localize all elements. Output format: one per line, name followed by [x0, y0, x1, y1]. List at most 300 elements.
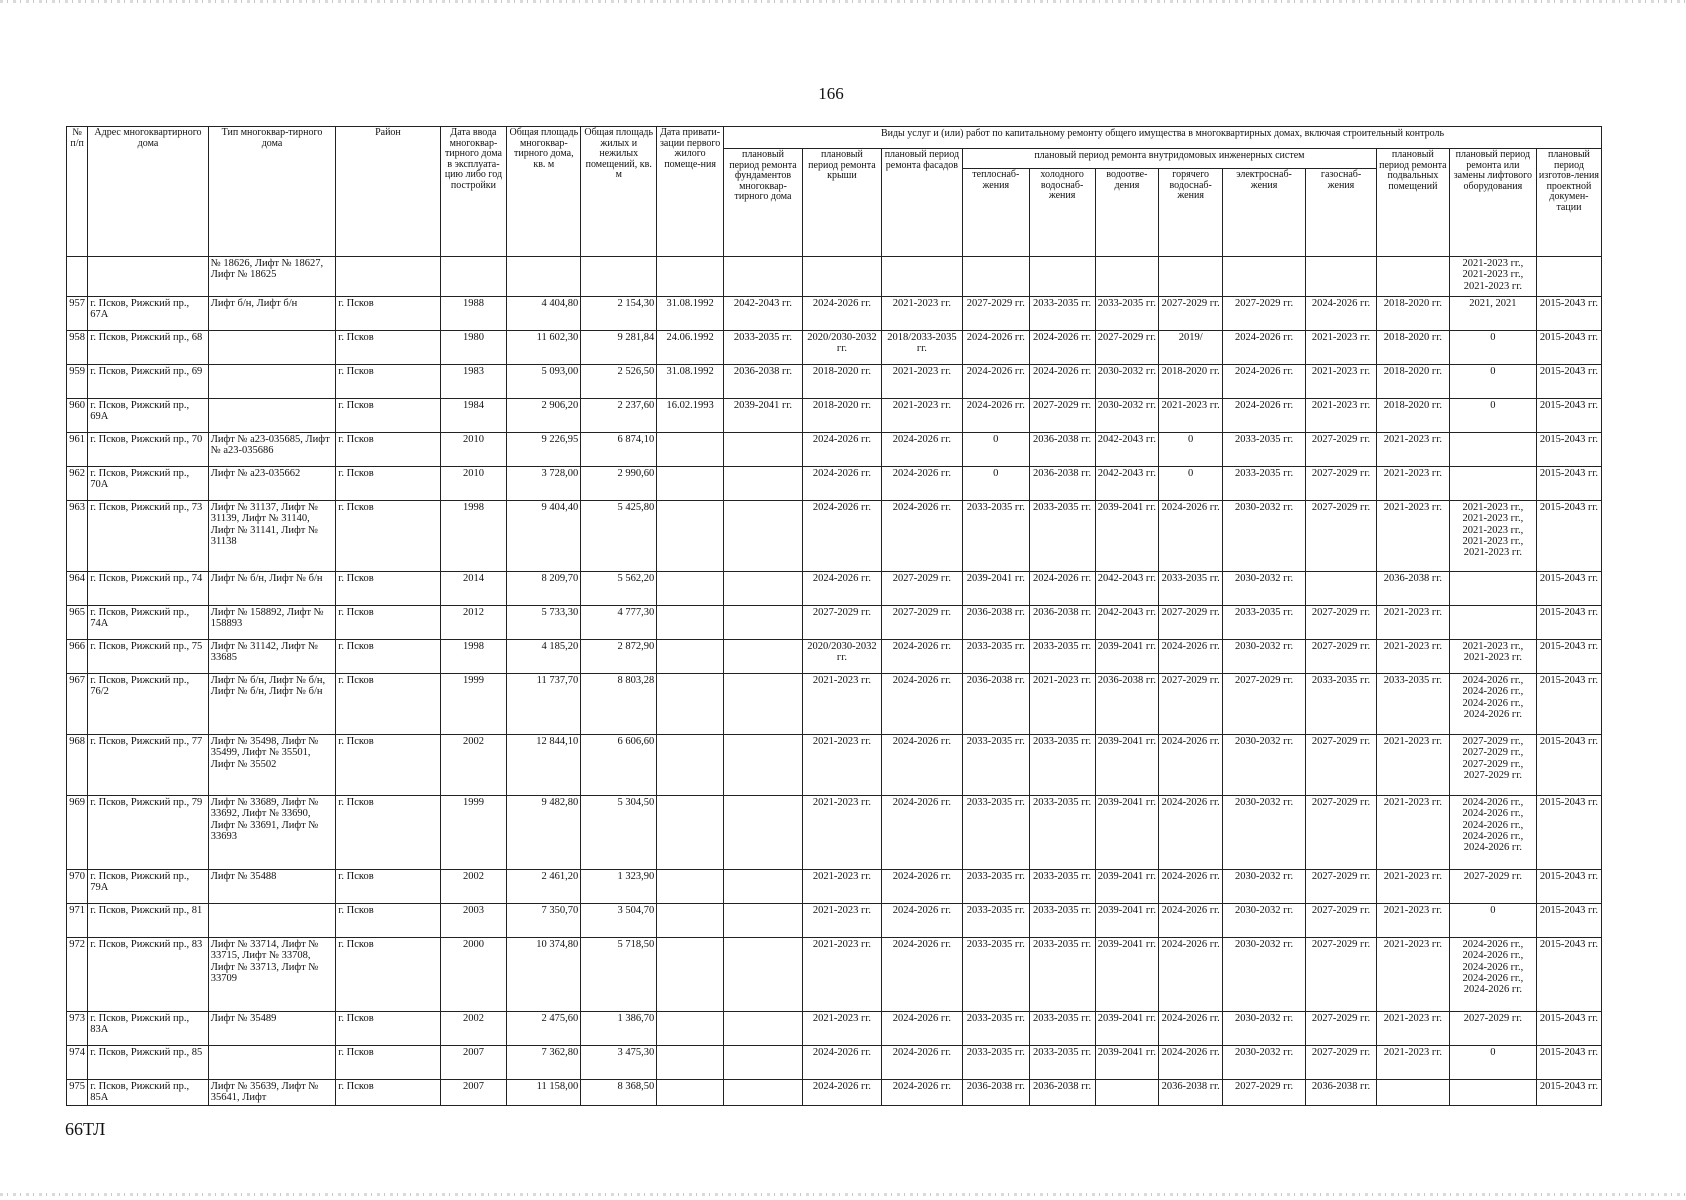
header-hot-water: горячего водоснаб-жения: [1159, 169, 1223, 257]
cell-lift: [1449, 433, 1536, 467]
cell-electricity: 2030-2032 гг.: [1223, 1012, 1306, 1046]
cell-privatization: [657, 501, 724, 572]
cell-facade: 2024-2026 гг.: [881, 904, 962, 938]
cell-address: г. Псков, Рижский пр., 74: [88, 572, 208, 606]
cell-lift: 2024-2026 гг., 2024-2026 гг., 2024-2026 гг., 2024-2026 гг., 2024-2026 гг.: [1449, 938, 1536, 1012]
cell-num: 964: [67, 572, 88, 606]
cell-address: г. Псков, Рижский пр., 67А: [88, 297, 208, 331]
cell-facade: 2021-2023 гг.: [881, 365, 962, 399]
cell-cold-water: 2036-2038 гг.: [1029, 433, 1095, 467]
cell-lift: 2021-2023 гг., 2021-2023 гг.: [1449, 640, 1536, 674]
cell-design-docs: 2015-2043 гг.: [1536, 467, 1601, 501]
cell-gas: 2021-2023 гг.: [1306, 331, 1377, 365]
cell-sewage: [1095, 1080, 1159, 1106]
cell-foundation: [724, 606, 803, 640]
cell-privatization: [657, 1012, 724, 1046]
cell-total-area: 5 733,30: [507, 606, 581, 640]
cell-roof: 2021-2023 гг.: [802, 674, 881, 735]
cell-year: 2012: [440, 606, 507, 640]
cell-basement: 2021-2023 гг.: [1376, 467, 1449, 501]
table-row: [67, 674, 1602, 735]
cell-sewage: 2033-2035 гг.: [1095, 297, 1159, 331]
cell-electricity: 2027-2029 гг.: [1223, 1080, 1306, 1106]
cell-type: [208, 904, 336, 938]
cell-facade: 2024-2026 гг.: [881, 1046, 962, 1080]
cell-district: г. Псков: [336, 796, 440, 870]
cell-cold-water: 2021-2023 гг.: [1029, 674, 1095, 735]
cell-foundation: [724, 640, 803, 674]
cell-gas: [1306, 572, 1377, 606]
cell-gas: 2027-2029 гг.: [1306, 1046, 1377, 1080]
cell-total-area: 8 209,70: [507, 572, 581, 606]
cell-design-docs: 2015-2043 гг.: [1536, 1080, 1601, 1106]
table-row: [67, 257, 1602, 297]
cell-cold-water: 2036-2038 гг.: [1029, 606, 1095, 640]
cell-design-docs: 2015-2043 гг.: [1536, 501, 1601, 572]
cell-facade: 2021-2023 гг.: [881, 399, 962, 433]
cell-district: г. Псков: [336, 365, 440, 399]
cell-hot-water: 2033-2035 гг.: [1159, 572, 1223, 606]
cell-foundation: [724, 1012, 803, 1046]
cell-roof: 2024-2026 гг.: [802, 433, 881, 467]
cell-living-area: 8 368,50: [581, 1080, 657, 1106]
cell-address: г. Псков, Рижский пр., 74А: [88, 606, 208, 640]
cell-living-area: 4 777,30: [581, 606, 657, 640]
cell-year: [440, 257, 507, 297]
cell-hot-water: 2024-2026 гг.: [1159, 904, 1223, 938]
cell-sewage: 2039-2041 гг.: [1095, 904, 1159, 938]
cell-gas: 2033-2035 гг.: [1306, 674, 1377, 735]
cell-facade: 2027-2029 гг.: [881, 606, 962, 640]
cell-electricity: 2024-2026 гг.: [1223, 365, 1306, 399]
cell-heating: 2033-2035 гг.: [962, 904, 1029, 938]
cell-type: Лифт № 33714, Лифт № 33715, Лифт № 33708, Лифт № 33713, Лифт № 33709: [208, 938, 336, 1012]
cell-type: Лифт № 35639, Лифт № 35641, Лифт: [208, 1080, 336, 1106]
header-engineering-group: плановый период ремонта внутридомовых инженерных систем: [962, 149, 1376, 169]
cell-foundation: [724, 938, 803, 1012]
cell-hot-water: 0: [1159, 433, 1223, 467]
cell-year: 1980: [440, 331, 507, 365]
cell-privatization: 16.02.1993: [657, 399, 724, 433]
cell-privatization: [657, 938, 724, 1012]
cell-foundation: 2042-2043 гг.: [724, 297, 803, 331]
cell-num: 971: [67, 904, 88, 938]
cell-electricity: 2033-2035 гг.: [1223, 433, 1306, 467]
cell-sewage: 2042-2043 гг.: [1095, 467, 1159, 501]
cell-sewage: 2042-2043 гг.: [1095, 433, 1159, 467]
cell-num: 967: [67, 674, 88, 735]
cell-privatization: [657, 257, 724, 297]
cell-sewage: 2039-2041 гг.: [1095, 938, 1159, 1012]
cell-num: 968: [67, 735, 88, 796]
cell-roof: 2024-2026 гг.: [802, 297, 881, 331]
cell-living-area: 5 562,20: [581, 572, 657, 606]
cell-living-area: 9 281,84: [581, 331, 657, 365]
cell-electricity: 2024-2026 гг.: [1223, 331, 1306, 365]
cell-district: г. Псков: [336, 331, 440, 365]
cell-sewage: 2042-2043 гг.: [1095, 572, 1159, 606]
cell-basement: 2021-2023 гг.: [1376, 870, 1449, 904]
cell-cold-water: 2024-2026 гг.: [1029, 365, 1095, 399]
cell-heating: 2036-2038 гг.: [962, 674, 1029, 735]
cell-type: [208, 399, 336, 433]
cell-num: [67, 257, 88, 297]
cell-living-area: 1 323,90: [581, 870, 657, 904]
cell-num: 963: [67, 501, 88, 572]
cell-year: 1999: [440, 796, 507, 870]
cell-num: 959: [67, 365, 88, 399]
cell-design-docs: 2015-2043 гг.: [1536, 297, 1601, 331]
cell-living-area: 8 803,28: [581, 674, 657, 735]
header-basement: плановый период ремонта подвальных помещений: [1376, 149, 1449, 257]
cell-gas: 2024-2026 гг.: [1306, 297, 1377, 331]
cell-living-area: 5 425,80: [581, 501, 657, 572]
table-row: [67, 1080, 1602, 1106]
cell-num: 970: [67, 870, 88, 904]
cell-total-area: 11 737,70: [507, 674, 581, 735]
cell-living-area: 3 504,70: [581, 904, 657, 938]
cell-num: 961: [67, 433, 88, 467]
cell-address: г. Псков, Рижский пр., 70А: [88, 467, 208, 501]
cell-heating: [962, 257, 1029, 297]
table-row: [67, 331, 1602, 365]
cell-cold-water: 2036-2038 гг.: [1029, 1080, 1095, 1106]
cell-total-area: 2 461,20: [507, 870, 581, 904]
header-address: Адрес многоквартирного дома: [88, 127, 208, 257]
cell-total-area: 9 482,80: [507, 796, 581, 870]
cell-sewage: 2030-2032 гг.: [1095, 365, 1159, 399]
cell-heating: 2033-2035 гг.: [962, 640, 1029, 674]
table-row: [67, 501, 1602, 572]
cell-address: г. Псков, Рижский пр., 85: [88, 1046, 208, 1080]
cell-type: Лифт № 31137, Лифт № 31139, Лифт № 31140, Лифт № 31141, Лифт № 31138: [208, 501, 336, 572]
cell-design-docs: 2015-2043 гг.: [1536, 1046, 1601, 1080]
cell-roof: 2021-2023 гг.: [802, 870, 881, 904]
cell-design-docs: 2015-2043 гг.: [1536, 674, 1601, 735]
header-heating: теплоснаб-жения: [962, 169, 1029, 257]
cell-living-area: 6 874,10: [581, 433, 657, 467]
table-row: [67, 938, 1602, 1012]
cell-foundation: [724, 257, 803, 297]
cell-gas: 2027-2029 гг.: [1306, 501, 1377, 572]
table-row: [67, 796, 1602, 870]
cell-foundation: [724, 735, 803, 796]
cell-basement: 2021-2023 гг.: [1376, 1046, 1449, 1080]
cell-heating: 2033-2035 гг.: [962, 501, 1029, 572]
cell-sewage: 2039-2041 гг.: [1095, 501, 1159, 572]
cell-address: г. Псков, Рижский пр., 70: [88, 433, 208, 467]
cell-facade: 2024-2026 гг.: [881, 735, 962, 796]
cell-type: Лифт № 158892, Лифт № 158893: [208, 606, 336, 640]
cell-year: 2002: [440, 870, 507, 904]
header-cold-water: холодного водоснаб-жения: [1029, 169, 1095, 257]
cell-heating: 2033-2035 гг.: [962, 796, 1029, 870]
cell-num: 972: [67, 938, 88, 1012]
cell-design-docs: 2015-2043 гг.: [1536, 606, 1601, 640]
cell-basement: 2021-2023 гг.: [1376, 606, 1449, 640]
table-row: [67, 433, 1602, 467]
cell-roof: 2021-2023 гг.: [802, 735, 881, 796]
cell-gas: 2021-2023 гг.: [1306, 399, 1377, 433]
cell-design-docs: 2015-2043 гг.: [1536, 399, 1601, 433]
cell-roof: 2018-2020 гг.: [802, 365, 881, 399]
cell-heating: 2024-2026 гг.: [962, 331, 1029, 365]
cell-foundation: 2039-2041 гг.: [724, 399, 803, 433]
cell-total-area: 4 404,80: [507, 297, 581, 331]
cell-facade: 2021-2023 гг.: [881, 297, 962, 331]
cell-basement: 2021-2023 гг.: [1376, 904, 1449, 938]
cell-facade: 2024-2026 гг.: [881, 870, 962, 904]
cell-gas: 2027-2029 гг.: [1306, 640, 1377, 674]
cell-hot-water: 2024-2026 гг.: [1159, 870, 1223, 904]
cell-facade: 2024-2026 гг.: [881, 796, 962, 870]
cell-address: г. Псков, Рижский пр., 83: [88, 938, 208, 1012]
cell-cold-water: 2033-2035 гг.: [1029, 1012, 1095, 1046]
cell-foundation: [724, 572, 803, 606]
header-sewage: водоотве-дения: [1095, 169, 1159, 257]
cell-roof: 2021-2023 гг.: [802, 1012, 881, 1046]
cell-total-area: 11 158,00: [507, 1080, 581, 1106]
cell-foundation: [724, 467, 803, 501]
cell-sewage: 2039-2041 гг.: [1095, 1046, 1159, 1080]
cell-basement: 2021-2023 гг.: [1376, 735, 1449, 796]
cell-address: г. Псков, Рижский пр., 73: [88, 501, 208, 572]
cell-hot-water: 2024-2026 гг.: [1159, 938, 1223, 1012]
cell-total-area: 2 475,60: [507, 1012, 581, 1046]
table-row: [67, 297, 1602, 331]
cell-year: 2002: [440, 735, 507, 796]
cell-num: 975: [67, 1080, 88, 1106]
cell-basement: 2033-2035 гг.: [1376, 674, 1449, 735]
cell-sewage: [1095, 257, 1159, 297]
cell-lift: 2024-2026 гг., 2024-2026 гг., 2024-2026 гг., 2024-2026 гг., 2024-2026 гг.: [1449, 796, 1536, 870]
cell-roof: 2021-2023 гг.: [802, 938, 881, 1012]
cell-cold-water: 2036-2038 гг.: [1029, 467, 1095, 501]
cell-basement: 2021-2023 гг.: [1376, 796, 1449, 870]
cell-district: г. Псков: [336, 501, 440, 572]
cell-lift: 0: [1449, 1046, 1536, 1080]
cell-type: Лифт б/н, Лифт б/н: [208, 297, 336, 331]
cell-foundation: [724, 674, 803, 735]
cell-lift: [1449, 1080, 1536, 1106]
cell-gas: 2036-2038 гг.: [1306, 1080, 1377, 1106]
cell-heating: 2036-2038 гг.: [962, 1080, 1029, 1106]
cell-address: г. Псков, Рижский пр., 75: [88, 640, 208, 674]
cell-hot-water: 2024-2026 гг.: [1159, 501, 1223, 572]
cell-hot-water: 2027-2029 гг.: [1159, 606, 1223, 640]
cell-foundation: 2033-2035 гг.: [724, 331, 803, 365]
cell-roof: 2024-2026 гг.: [802, 1046, 881, 1080]
cell-heating: 2033-2035 гг.: [962, 1012, 1029, 1046]
cell-total-area: 3 728,00: [507, 467, 581, 501]
cell-year: 2007: [440, 1046, 507, 1080]
cell-privatization: [657, 433, 724, 467]
cell-year: 2000: [440, 938, 507, 1012]
cell-year: 1988: [440, 297, 507, 331]
cell-cold-water: 2033-2035 гг.: [1029, 501, 1095, 572]
cell-roof: [802, 257, 881, 297]
capital-repair-table: [66, 126, 1602, 1106]
cell-num: 960: [67, 399, 88, 433]
cell-living-area: 3 475,30: [581, 1046, 657, 1080]
cell-electricity: [1223, 257, 1306, 297]
cell-hot-water: 2036-2038 гг.: [1159, 1080, 1223, 1106]
cell-privatization: [657, 640, 724, 674]
header-row-1: [67, 127, 1602, 149]
cell-address: г. Псков, Рижский пр., 77: [88, 735, 208, 796]
cell-address: г. Псков, Рижский пр., 69: [88, 365, 208, 399]
cell-total-area: 5 093,00: [507, 365, 581, 399]
header-lift: плановый период ремонта или замены лифтового оборудования: [1449, 149, 1536, 257]
cell-roof: 2024-2026 гг.: [802, 572, 881, 606]
cell-living-area: 2 872,90: [581, 640, 657, 674]
cell-facade: 2024-2026 гг.: [881, 433, 962, 467]
table-row: [67, 1046, 1602, 1080]
cell-foundation: [724, 796, 803, 870]
cell-heating: 2033-2035 гг.: [962, 1046, 1029, 1080]
cell-heating: 2033-2035 гг.: [962, 870, 1029, 904]
cell-facade: [881, 257, 962, 297]
header-services-group: Виды услуг и (или) работ по капитальному ремонту общего имущества в многоквартирных домах, включая строительный контроль: [724, 127, 1602, 149]
header-facade: плановый период ремонта фасадов: [881, 149, 962, 257]
cell-privatization: [657, 904, 724, 938]
table-row: [67, 904, 1602, 938]
cell-privatization: [657, 467, 724, 501]
cell-roof: 2027-2029 гг.: [802, 606, 881, 640]
cell-gas: 2027-2029 гг.: [1306, 467, 1377, 501]
cell-type: [208, 1046, 336, 1080]
cell-roof: 2024-2026 гг.: [802, 501, 881, 572]
cell-cold-water: 2033-2035 гг.: [1029, 297, 1095, 331]
cell-design-docs: 2015-2043 гг.: [1536, 796, 1601, 870]
cell-roof: 2021-2023 гг.: [802, 904, 881, 938]
cell-living-area: 2 526,50: [581, 365, 657, 399]
cell-privatization: 31.08.1992: [657, 365, 724, 399]
cell-electricity: 2024-2026 гг.: [1223, 399, 1306, 433]
cell-total-area: 10 374,80: [507, 938, 581, 1012]
cell-gas: 2027-2029 гг.: [1306, 904, 1377, 938]
cell-district: г. Псков: [336, 904, 440, 938]
cell-cold-water: 2033-2035 гг.: [1029, 735, 1095, 796]
cell-lift: 0: [1449, 331, 1536, 365]
cell-cold-water: 2027-2029 гг.: [1029, 399, 1095, 433]
cell-num: 962: [67, 467, 88, 501]
cell-lift: 2021-2023 гг., 2021-2023 гг., 2021-2023 гг., 2021-2023 гг., 2021-2023 гг.: [1449, 501, 1536, 572]
header-roof: плановый период ремонта крыши: [802, 149, 881, 257]
cell-year: 1999: [440, 674, 507, 735]
cell-sewage: 2039-2041 гг.: [1095, 1012, 1159, 1046]
cell-foundation: [724, 1046, 803, 1080]
cell-district: г. Псков: [336, 572, 440, 606]
cell-basement: 2036-2038 гг.: [1376, 572, 1449, 606]
cell-total-area: 12 844,10: [507, 735, 581, 796]
cell-electricity: 2030-2032 гг.: [1223, 938, 1306, 1012]
cell-living-area: [581, 257, 657, 297]
cell-heating: 2039-2041 гг.: [962, 572, 1029, 606]
cell-sewage: 2039-2041 гг.: [1095, 796, 1159, 870]
cell-year: 2010: [440, 467, 507, 501]
cell-hot-water: 2024-2026 гг.: [1159, 1012, 1223, 1046]
cell-hot-water: 2024-2026 гг.: [1159, 735, 1223, 796]
table-row: [67, 606, 1602, 640]
cell-year: 2002: [440, 1012, 507, 1046]
cell-type: [208, 365, 336, 399]
cell-type: Лифт № б/н, Лифт № б/н: [208, 572, 336, 606]
cell-design-docs: 2015-2043 гг.: [1536, 365, 1601, 399]
cell-privatization: 24.06.1992: [657, 331, 724, 365]
footer-code: 66ТЛ: [65, 1119, 106, 1139]
cell-lift: 0: [1449, 904, 1536, 938]
cell-district: г. Псков: [336, 870, 440, 904]
table-row: [67, 399, 1602, 433]
cell-foundation: 2036-2038 гг.: [724, 365, 803, 399]
cell-sewage: 2030-2032 гг.: [1095, 399, 1159, 433]
cell-type: Лифт № 35488: [208, 870, 336, 904]
header-district: Район: [336, 127, 440, 257]
cell-address: г. Псков, Рижский пр., 79: [88, 796, 208, 870]
cell-cold-water: 2024-2026 гг.: [1029, 331, 1095, 365]
cell-heating: 2024-2026 гг.: [962, 365, 1029, 399]
cell-total-area: 4 185,20: [507, 640, 581, 674]
cell-basement: 2018-2020 гг.: [1376, 331, 1449, 365]
cell-basement: [1376, 1080, 1449, 1106]
cell-district: г. Псков: [336, 433, 440, 467]
table-row: [67, 1012, 1602, 1046]
cell-address: [88, 257, 208, 297]
cell-basement: 2021-2023 гг.: [1376, 938, 1449, 1012]
cell-year: 1998: [440, 501, 507, 572]
cell-electricity: 2030-2032 гг.: [1223, 501, 1306, 572]
table-row: [67, 735, 1602, 796]
cell-design-docs: 2015-2043 гг.: [1536, 735, 1601, 796]
cell-sewage: 2039-2041 гг.: [1095, 870, 1159, 904]
cell-lift: 2021, 2021: [1449, 297, 1536, 331]
cell-address: г. Псков, Рижский пр., 83А: [88, 1012, 208, 1046]
cell-electricity: 2030-2032 гг.: [1223, 640, 1306, 674]
cell-facade: 2027-2029 гг.: [881, 572, 962, 606]
cell-living-area: 2 990,60: [581, 467, 657, 501]
header-gas: газоснаб-жения: [1306, 169, 1377, 257]
cell-heating: 2024-2026 гг.: [962, 399, 1029, 433]
cell-design-docs: 2015-2043 гг.: [1536, 1012, 1601, 1046]
cell-type: Лифт № а23-035685, Лифт № а23-035686: [208, 433, 336, 467]
cell-total-area: 7 350,70: [507, 904, 581, 938]
cell-heating: 2036-2038 гг.: [962, 606, 1029, 640]
cell-facade: 2024-2026 гг.: [881, 501, 962, 572]
cell-heating: 2033-2035 гг.: [962, 938, 1029, 1012]
table-row: [67, 870, 1602, 904]
table-row: [67, 572, 1602, 606]
cell-lift: [1449, 606, 1536, 640]
cell-electricity: 2027-2029 гг.: [1223, 297, 1306, 331]
cell-roof: 2020/2030-2032 гг.: [802, 640, 881, 674]
header-total-area: Общая площадь многоквар-тирного дома, кв. м: [507, 127, 581, 257]
cell-hot-water: 2019/: [1159, 331, 1223, 365]
cell-district: [336, 257, 440, 297]
cell-total-area: 9 226,95: [507, 433, 581, 467]
cell-privatization: [657, 606, 724, 640]
cell-lift: 2021-2023 гг., 2021-2023 гг., 2021-2023 гг.: [1449, 257, 1536, 297]
cell-district: г. Псков: [336, 938, 440, 1012]
cell-district: г. Псков: [336, 606, 440, 640]
cell-district: г. Псков: [336, 1046, 440, 1080]
cell-roof: 2018-2020 гг.: [802, 399, 881, 433]
cell-district: г. Псков: [336, 467, 440, 501]
cell-district: г. Псков: [336, 399, 440, 433]
cell-basement: 2018-2020 гг.: [1376, 297, 1449, 331]
cell-basement: 2021-2023 гг.: [1376, 433, 1449, 467]
table-row: [67, 365, 1602, 399]
